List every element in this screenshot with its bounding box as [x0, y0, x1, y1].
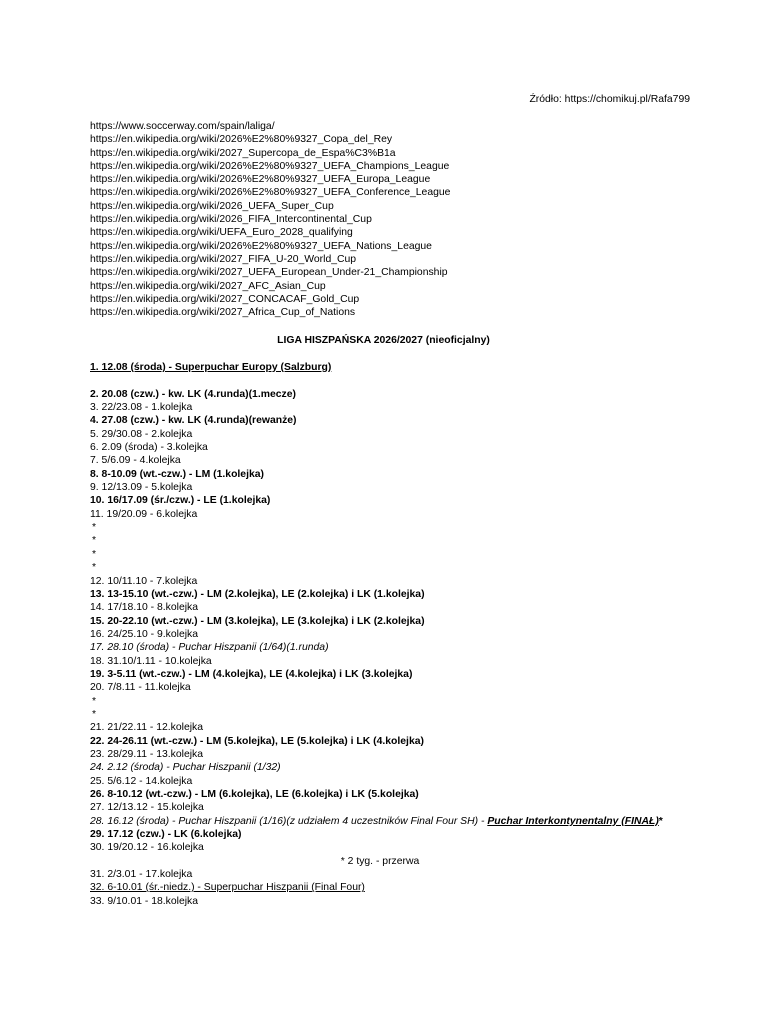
- schedule-entry: 10. 16/17.09 (śr./czw.) - LE (1.kolejka): [90, 495, 271, 507]
- schedule-entry: 16. 24/25.10 - 9.kolejka: [90, 628, 199, 640]
- schedule-entry: 11. 19/20.09 - 6.kolejka: [90, 508, 198, 520]
- schedule-entry: 32. 6-10.01 (śr.-niedz.) - Superpuchar Hiszpanii (Final Four): [90, 882, 365, 894]
- schedule-entry: 4. 27.08 (czw.) - kw. LK (4.runda)(rewanże): [90, 415, 297, 427]
- schedule-entry: 20. 7/8.11 - 11.kolejka: [90, 682, 191, 694]
- link-item[interactable]: https://en.wikipedia.org/wiki/2026_UEFA_Super_Cup: [90, 200, 334, 212]
- schedule-entry: [90, 815, 680, 828]
- schedule-entry: 1. 12.08 (środa) - Superpuchar Europy (Salzburg): [90, 362, 332, 373]
- entry-text: 28. 16.12 (środa) - Puchar Hiszpanii (1/16)(z udziałem 4 uczestników Final Four SH) -: [90, 815, 488, 827]
- schedule-entry: 17. 28.10 (środa) - Puchar Hiszpanii (1/64)(1.runda): [90, 642, 329, 654]
- link-item[interactable]: https://en.wikipedia.org/wiki/2026%E2%80%9327_UEFA_Conference_League: [90, 187, 451, 199]
- intercontinental-cup-final: Puchar Interkontynentalny (FINAŁ): [487, 815, 659, 827]
- link-item[interactable]: https://en.wikipedia.org/wiki/2026%E2%80%9327_UEFA_Nations_League: [90, 240, 432, 252]
- schedule-entry: 21. 21/22.11 - 12.kolejka: [90, 722, 204, 734]
- schedule-entry: 30. 19/20.12 - 16.kolejka: [90, 842, 204, 854]
- schedule-entry: 31. 2/3.01 - 17.kolejka: [90, 869, 193, 881]
- link-item[interactable]: https://www.soccerway.com/spain/laliga/: [90, 121, 275, 132]
- schedule-entry: 6. 2.09 (środa) - 3.kolejka: [90, 442, 208, 454]
- schedule-entry: 14. 17/18.10 - 8.kolejka: [90, 602, 199, 614]
- schedule-list: [90, 361, 680, 908]
- link-item[interactable]: https://en.wikipedia.org/wiki/2026%E2%80%9327_Copa_del_Rey: [90, 134, 393, 146]
- break-marker: *: [92, 535, 97, 547]
- schedule-entry: 5. 29/30.08 - 2.kolejka: [90, 428, 193, 440]
- link-item[interactable]: https://en.wikipedia.org/wiki/2026%E2%80%9327_UEFA_Champions_League: [90, 160, 450, 172]
- break-marker: *: [92, 695, 97, 707]
- break-marker: *: [92, 562, 97, 574]
- schedule-entry: 18. 31.10/1.11 - 10.kolejka: [90, 655, 212, 667]
- schedule-entry: 26. 8-10.12 (wt.-czw.) - LM (6.kolejka), LE (6.kolejka) i LK (5.kolejka): [90, 789, 419, 800]
- break-marker: *: [92, 708, 97, 720]
- link-item[interactable]: https://en.wikipedia.org/wiki/2027_AFC_Asian_Cup: [90, 280, 326, 292]
- schedule-entry: 7. 5/6.09 - 4.kolejka: [90, 455, 181, 467]
- break-marker: *: [92, 548, 97, 560]
- schedule-entry: 19. 3-5.11 (wt.-czw.) - LM (4.kolejka), LE (4.kolejka) i LK (3.kolejka): [90, 668, 413, 680]
- link-item[interactable]: https://en.wikipedia.org/wiki/2027_Supercopa_de_Espa%C3%B1a: [90, 147, 396, 159]
- spacer: [90, 374, 680, 387]
- asterisk-marker: *: [658, 815, 663, 827]
- schedule-entry: 23. 28/29.11 - 13.kolejka: [90, 748, 204, 760]
- source-note: Źródło: https://chomikuj.pl/Rafa799: [529, 94, 690, 105]
- link-item[interactable]: https://en.wikipedia.org/wiki/2026_FIFA_Intercontinental_Cup: [90, 214, 372, 226]
- schedule-entry: 27. 12/13.12 - 15.kolejka: [90, 802, 204, 814]
- schedule-entry: 12. 10/11.10 - 7.kolejka: [90, 575, 198, 587]
- schedule-entry: 3. 22/23.08 - 1.kolejka: [90, 402, 193, 414]
- schedule-entry: 13. 13-15.10 (wt.-czw.) - LM (2.kolejka), LE (2.kolejka) i LK (1.kolejka): [90, 588, 425, 600]
- schedule-entry: 15. 20-22.10 (wt.-czw.) - LM (3.kolejka), LE (3.kolejka) i LK (2.kolejka): [90, 615, 425, 627]
- link-item[interactable]: https://en.wikipedia.org/wiki/2027_CONCACAF_Gold_Cup: [90, 293, 360, 305]
- document-title: LIGA HISZPAŃSKA 2026/2027 (nieoficjalny): [277, 335, 490, 346]
- link-item[interactable]: https://en.wikipedia.org/wiki/2027_Africa_Cup_of_Nations: [90, 307, 356, 319]
- break-marker: *: [92, 522, 97, 534]
- schedule-entry: 8. 8-10.09 (wt.-czw.) - LM (1.kolejka): [90, 468, 264, 480]
- schedule-entry: 22. 24-26.11 (wt.-czw.) - LM (5.kolejka), LE (5.kolejka) i LK (4.kolejka): [90, 735, 424, 747]
- schedule-entry: 29. 17.12 (czw.) - LK (6.kolejka): [90, 829, 242, 841]
- link-item[interactable]: https://en.wikipedia.org/wiki/UEFA_Euro_2028_qualifying: [90, 227, 353, 239]
- winter-break-note: * 2 tyg. - przerwa: [340, 855, 420, 867]
- link-list: [90, 120, 450, 319]
- link-item[interactable]: https://en.wikipedia.org/wiki/2027_UEFA_European_Under-21_Championship: [90, 267, 448, 279]
- schedule-entry: 33. 9/10.01 - 18.kolejka: [90, 895, 199, 907]
- schedule-entry: 24. 2.12 (środa) - Puchar Hiszpanii (1/32): [90, 762, 281, 774]
- schedule-entry: 9. 12/13.09 - 5.kolejka: [90, 482, 193, 494]
- schedule-entry: 2. 20.08 (czw.) - kw. LK (4.runda)(1.mecze): [90, 388, 296, 400]
- schedule-entry: 25. 5/6.12 - 14.kolejka: [90, 775, 193, 787]
- link-item[interactable]: https://en.wikipedia.org/wiki/2027_FIFA_U-20_World_Cup: [90, 253, 357, 265]
- link-item[interactable]: https://en.wikipedia.org/wiki/2026%E2%80%9327_UEFA_Europa_League: [90, 174, 431, 186]
